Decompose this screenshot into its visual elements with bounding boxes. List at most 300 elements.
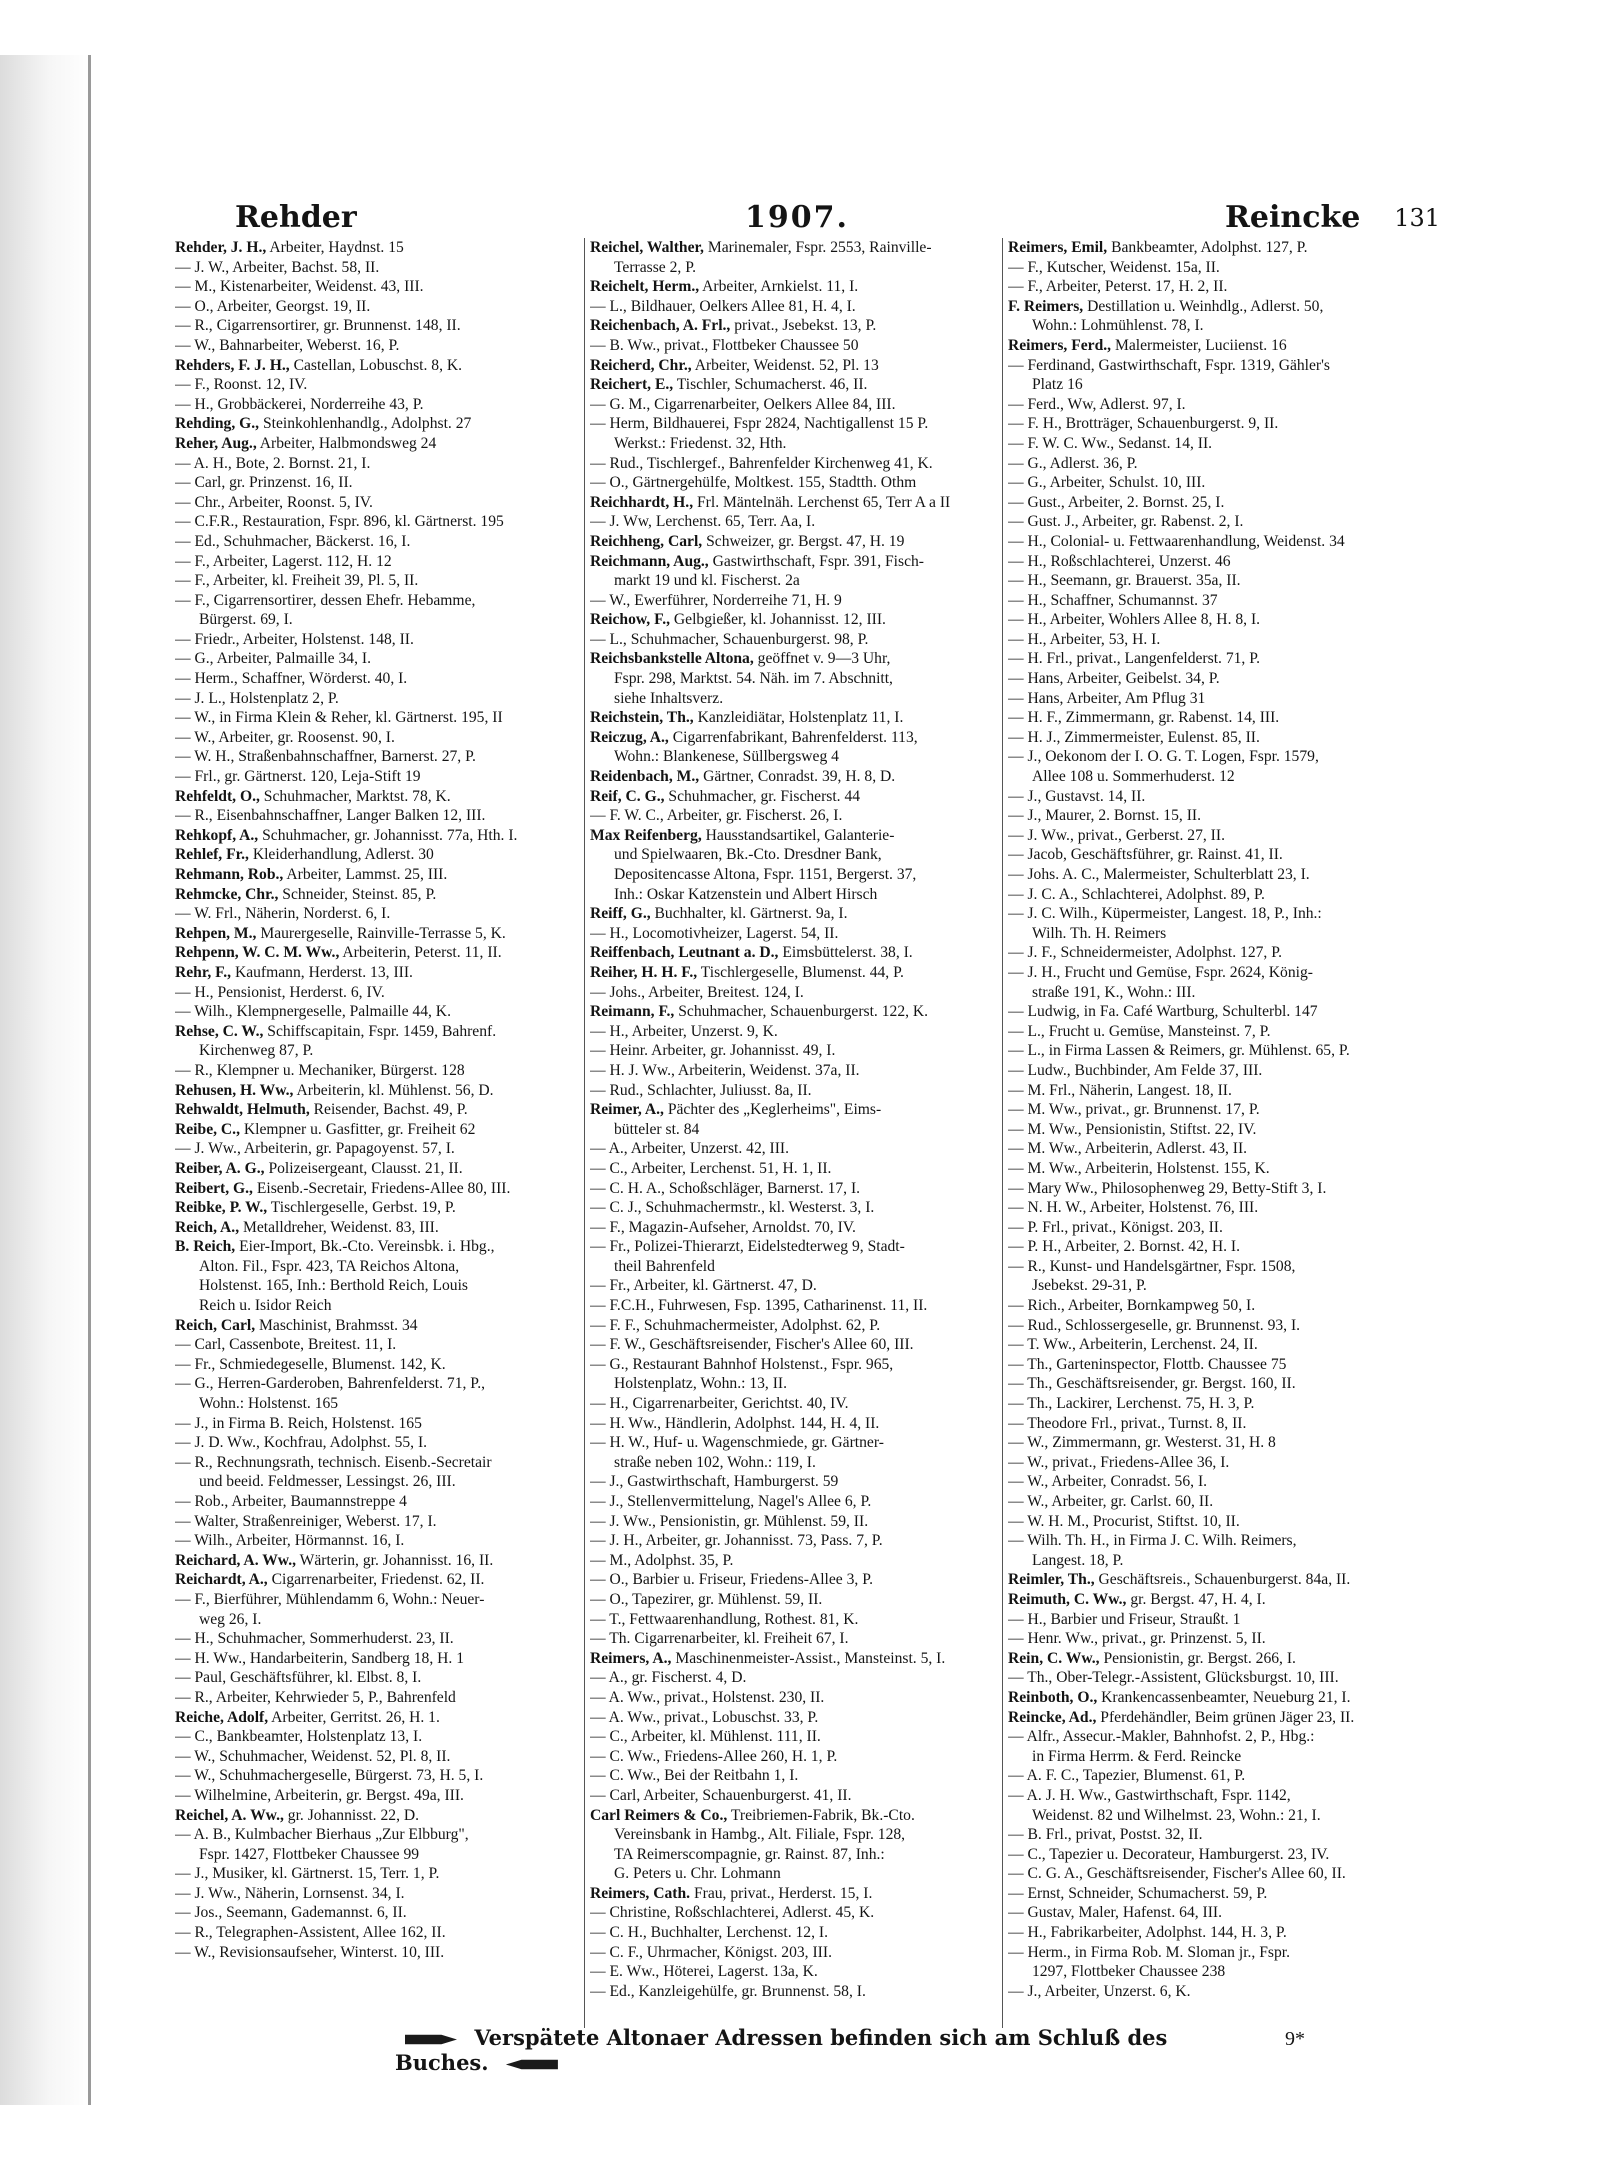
directory-entry [1008,1825,1413,1845]
entry-details: — J., in Firma B. Reich, Holstenst. 165 [175,1414,422,1432]
entry-details: Eimsbüttelerst. 38, I. [782,944,913,962]
pointing-hand-icon [405,2032,457,2048]
entry-details: Arbeiterin, kl. Mühlenst. 56, D. [296,1081,494,1099]
entry-details: — O., Tapezirer, gr. Mühlenst. 59, II. [590,1590,823,1608]
directory-entry [175,591,580,611]
entry-details: — J., Arbeiter, Unzerst. 6, K. [1008,1982,1191,2000]
entry-details: — L., Bildhauer, Oelkers Allee 81, H. 4, I. [590,297,856,315]
directory-entry [1008,356,1413,376]
directory-entry [175,493,580,513]
directory-entry [1008,454,1413,474]
directory-entry [175,375,580,395]
directory-entry [590,1335,995,1355]
entry-details: — H. F., Zimmermann, gr. Rabenst. 14, III. [1008,709,1280,727]
entry-details: theil Bahrenfeld [614,1257,715,1275]
directory-entry [1008,1492,1413,1512]
directory-entry [590,1120,995,1140]
directory-entry [1008,336,1413,356]
entry-details: — F. W., Geschäftsreisender, Fischer's Allee 60, III. [590,1336,914,1354]
entry-details: — J. W., Arbeiter, Bachst. 58, II. [175,258,380,276]
directory-entry [175,845,580,865]
entry-name: Reichenbach, A. Frl., [590,317,731,335]
directory-entry [175,669,580,689]
entry-name: Rein, C. Ww., [1008,1649,1100,1667]
entry-details: — J., Stellenvermittelung, Nagel's Allee 6, P. [590,1493,872,1510]
entry-details: — J. H., Frucht und Gemüse, Fspr. 2624, König- [1008,963,1313,981]
directory-entry [590,1002,995,1022]
directory-entry [175,1394,580,1414]
entry-details: — C. H. A., Schoßschläger, Barnerst. 17, I. [590,1179,861,1197]
entry-details: 1297, Flottbeker Chaussee 238 [1032,1963,1226,1981]
entry-name: Reichel, Walther, [590,239,704,256]
directory-entry [590,1492,995,1512]
entry-details: — Ferdinand, Gastwirthschaft, Fspr. 1319, Gähler's [1008,356,1331,374]
entry-name: Rehding, G., [175,415,260,433]
directory-entry [590,1512,995,1532]
entry-name: Rehse, C. W., [175,1022,264,1040]
entry-details: — A., Arbeiter, Unzerst. 42, III. [590,1140,790,1158]
directory-entry [590,1355,995,1375]
entry-name: Reiche, Adolf, [175,1708,269,1726]
directory-entry [590,689,995,709]
entry-details: — Alfr., Assecur.-Makler, Bahnhofst. 2, P., Hbg.: [1008,1728,1315,1746]
directory-entry [175,238,580,258]
directory-entry [175,1159,580,1179]
entry-details: — G., Restaurant Bahnhof Holstenst., Fspr. 965, [590,1355,894,1373]
entry-details: — G., Arbeiter, Schulst. 10, III. [1008,474,1206,492]
entry-details: — W. H. M., Procurist, Stiftst. 10, II. [1008,1512,1240,1530]
entry-details: — C., Bankbeamter, Holstenplatz 13, I. [175,1728,423,1746]
directory-entry [590,336,995,356]
entry-details: — Gustav, Maler, Hafenst. 64, III. [1008,1904,1223,1922]
entry-name: Rehmcke, Chr., [175,885,279,903]
directory-entry [1008,375,1413,395]
entry-details: Kirchenweg 87, P. [199,1042,314,1060]
entry-details: — H., Pensionist, Herderst. 6, IV. [175,983,385,1001]
entry-details: — Rich., Arbeiter, Bornkampweg 50, I. [1008,1297,1256,1315]
column-divider [1002,238,1003,2028]
entry-details: Wohn.: Lohmühlenst. 78, I. [1032,317,1204,335]
directory-entry [590,1845,995,1865]
directory-entry [1008,787,1413,807]
entry-name: Reichert, E., [590,376,674,394]
entry-details: — A. F. C., Tapezier, Blumenst. 61, P. [1008,1767,1246,1785]
directory-entry [175,532,580,552]
entry-details: — L., in Firma Lassen & Reimers, gr. Mühlenst. 65, P. [1008,1042,1350,1060]
entry-details: — F., Cigarrensortirer, dessen Ehefr. Hebamme, [175,591,476,609]
entry-name: Max Reifenberg, [590,826,702,844]
entry-details: — F., Arbeiter, kl. Freiheit 39, Pl. 5, II. [175,572,419,590]
directory-entry [1008,1629,1413,1649]
entry-details: Gelbgießer, kl. Johannisst. 12, III. [673,611,886,629]
directory-entry [1008,297,1413,317]
entry-name: Reiher, H. H. F., [590,963,698,981]
entry-details: — Th., Ober-Telegr.-Assistent, Glücksburgst. 10, III. [1008,1669,1339,1687]
directory-entry [1008,1903,1413,1923]
entry-name: Reinboth, O., [1008,1688,1098,1706]
directory-entry [175,1688,580,1708]
directory-entry [590,1237,995,1257]
directory-entry [1008,1022,1413,1042]
directory-entry [175,454,580,474]
directory-entry [175,1276,580,1296]
directory-entry [1008,708,1413,728]
directory-entry [1008,1198,1413,1218]
directory-entry [590,1374,995,1394]
directory-entry [1008,532,1413,552]
entry-details: — A. Ww., privat., Lobuschst. 33, P. [590,1708,819,1726]
entry-details: — C. Ww., Bei der Reitbahn 1, I. [590,1767,799,1785]
entry-details: — C. G. A., Geschäftsreisender, Fischer's Allee 60, II. [1008,1865,1346,1883]
entry-details: — C. J., Schuhmachermstr., kl. Westerst. 3, I. [590,1199,875,1217]
entry-details: — Rud., Tischlergef., Bahrenfelder Kirchenweg 41, K. [590,454,933,472]
entry-name: Rehder, J. H., [175,239,267,256]
entry-details: — M. Ww., privat., gr. Brunnenst. 17, P. [1008,1101,1260,1119]
entry-details: — J. Ww., privat., Gerberst. 27, II. [1008,826,1225,844]
entry-details: Marinemaler, Fspr. 2553, Rainville- [707,239,932,256]
directory-entry [1008,1433,1413,1453]
directory-entry [175,1708,580,1728]
entry-name: Reichow, F., [590,611,670,629]
entry-details: — Friedr., Arbeiter, Holstenst. 148, II. [175,630,414,648]
entry-details: Jsebekst. 29-31, P. [1032,1277,1147,1295]
directory-entry [175,1139,580,1159]
directory-entry [590,1159,995,1179]
entry-name: Reichsbankstelle Altona, [590,650,754,668]
entry-details: straße neben 102, Wohn.: 119, I. [614,1453,816,1471]
directory-entry [1008,277,1413,297]
directory-entry [590,473,995,493]
directory-entry [175,767,580,787]
entry-details: — Th., Geschäftsreisender, gr. Bergst. 160, II. [1008,1375,1296,1393]
directory-entry [175,1257,580,1277]
directory-entry [590,963,995,983]
entry-details: — C., Arbeiter, Lerchenst. 51, H. 1, II. [590,1159,832,1177]
directory-entry [175,356,580,376]
entry-details: Frau, privat., Herderst. 15, I. [693,1884,873,1902]
entry-details: weg 26, I. [199,1610,262,1628]
directory-entry [175,1943,580,1963]
directory-entry [175,708,580,728]
entry-details: — M. Ww., Arbeiterin, Holstenst. 155, K. [1008,1159,1270,1177]
directory-entry [590,1061,995,1081]
directory-entry [590,356,995,376]
directory-entry [175,1374,580,1394]
entry-details: Kaufmann, Herderst. 13, III. [234,963,413,981]
entry-name: Rehfeldt, O., [175,787,260,805]
directory-entry [1008,1982,1413,2002]
entry-details: — Theodore Frl., privat., Turnst. 8, II. [1008,1414,1247,1432]
directory-entry [590,787,995,807]
directory-entry [175,1668,580,1688]
entry-details: — Herm, Bildhauerei, Fspr 2824, Nachtigallenst 15 P. [590,415,929,433]
entry-details: — W., Arbeiter, Conradst. 56, I. [1008,1473,1208,1491]
directory-entry [590,1276,995,1296]
entry-details: — J. Ww., Arbeiterin, gr. Papagoyenst. 57, I. [175,1140,455,1158]
directory-entry [1008,1512,1413,1532]
directory-entry [175,610,580,630]
directory-entry [175,258,580,278]
entry-details: — M. Ww., Pensionistin, Stiftst. 22, IV. [1008,1120,1257,1138]
entry-details: Schiffscapitain, Fspr. 1459, Bahrenf. [267,1022,497,1040]
entry-details: — Fr., Polizei-Thierarzt, Eidelstedterweg 9, Stadt- [590,1238,905,1256]
entry-details: — H. J., Zimmermeister, Eulenst. 85, II. [1008,728,1260,746]
entry-name: Reichelt, Herm., [590,278,700,296]
entry-name: Reichhardt, H., [590,493,694,511]
directory-entry [590,1590,995,1610]
entry-name: Rehpenn, W. C. M. Ww., [175,944,340,962]
directory-entry [175,1649,580,1669]
directory-entry [175,1041,580,1061]
directory-entry [175,1766,580,1786]
entry-details: — Christine, Roßschlachterei, Adlerst. 45, K. [590,1904,875,1922]
directory-entry [590,943,995,963]
entry-name: Reincke, Ad., [1008,1708,1097,1726]
directory-entry [175,1316,580,1336]
column-divider [584,238,585,2028]
entry-details: in Firma Herrm. & Ferd. Reincke [1032,1747,1242,1765]
entry-details: gr. Bergst. 47, H. 4, I. [1130,1590,1266,1608]
entry-details: Platz 16 [1032,376,1083,394]
directory-column-1 [175,238,580,1962]
directory-entry [590,1316,995,1336]
directory-entry [175,826,580,846]
entry-details: — Rud., Schlossergeselle, gr. Brunnenst. 93, I. [1008,1316,1301,1334]
entry-details: — J. H., Arbeiter, gr. Johannisst. 73, Pass. 7, P. [590,1532,883,1550]
entry-details: — Rob., Arbeiter, Baumannstreppe 4 [175,1493,407,1510]
directory-entry [175,434,580,454]
directory-entry [175,1355,580,1375]
entry-details: — Carl, gr. Prinzenst. 16, II. [175,474,353,492]
directory-entry [590,1982,995,2002]
facing-page-edge [0,55,90,2105]
entry-name: Reimer, A., [590,1101,664,1119]
entry-details: — A. B., Kulmbacher Bierhaus „Zur Elbburg", [175,1826,469,1844]
entry-details: — W. Frl., Näherin, Norderst. 6, I. [175,905,391,923]
directory-entry [175,1335,580,1355]
entry-details: — W. H., Straßenbahnschaffner, Barnerst. 27, P. [175,748,476,766]
entry-name: Reicherd, Chr., [590,356,692,374]
directory-entry [590,983,995,1003]
entry-details: — Wilh. Th. H., in Firma J. C. Wilh. Reimers, [1008,1532,1297,1550]
directory-entry [590,826,995,846]
directory-entry [590,610,995,630]
entry-details: — W., privat., Friedens-Allee 36, I. [1008,1453,1230,1471]
directory-entry [590,747,995,767]
entry-details: — J., Musiker, kl. Gärtnerst. 15, Terr. 1, P. [175,1865,440,1883]
directory-entry [590,552,995,572]
directory-entry [175,1492,580,1512]
entry-details: geöffnet v. 9—3 Uhr, [757,650,891,668]
directory-entry [1008,1727,1413,1747]
directory-entry [590,1551,995,1571]
entry-details: Fspr. 298, Marktst. 54. Näh. im 7. Abschnitt, [614,670,893,688]
entry-details: — Th., Lackirer, Lerchenst. 75, H. 3, P. [1008,1395,1255,1413]
directory-entry [1008,316,1413,336]
entry-details: und beeid. Feldmesser, Lessingst. 26, III. [199,1473,456,1491]
entry-name: Reher, Aug., [175,434,257,452]
directory-entry [175,1296,580,1316]
entry-details: Klempner u. Gasfitter, gr. Freiheit 62 [243,1120,476,1138]
entry-name: Reichstein, Th., [590,709,694,727]
entry-details: — L., Frucht u. Gemüse, Mansteinst. 7, P. [1008,1022,1271,1040]
directory-entry [1008,1296,1413,1316]
entry-details: — Wilhelmine, Arbeiterin, gr. Bergst. 49a, III. [175,1786,464,1804]
entry-details: — Chr., Arbeiter, Roonst. 5, IV. [175,493,373,511]
entry-details: — A. H., Bote, 2. Bornst. 21, I. [175,454,371,472]
entry-details: — R., Arbeiter, Kehrwieder 5, P., Bahrenfeld [175,1688,456,1706]
entry-details: Cigarrenarbeiter, Friedenst. 62, II. [271,1571,485,1589]
directory-entry [175,1727,580,1747]
directory-entry [590,434,995,454]
directory-entry [1008,865,1413,885]
directory-entry [590,1884,995,1904]
entry-details: — R., Cigarrensortirer, gr. Brunnenst. 148, II. [175,317,461,335]
directory-entry [1008,1590,1413,1610]
directory-entry [590,1727,995,1747]
directory-entry [590,297,995,317]
entry-details: Arbeiter, Arnkielst. 11, I. [702,278,859,296]
directory-entry [175,747,580,767]
entry-details: Metalldreher, Weidenst. 83, III. [243,1218,439,1236]
entry-details: bütteler st. 84 [614,1120,700,1138]
directory-entry [590,669,995,689]
entry-details: Werkst.: Friedenst. 32, Hth. [614,434,787,452]
header-year: 1907. [745,200,849,235]
entry-details: — J., Gastwirthschaft, Hamburgerst. 59 [590,1473,839,1491]
entry-details: Holstenst. 165, Inh.: Berthold Reich, Louis [199,1277,468,1295]
directory-entry [175,1100,580,1120]
directory-entry [175,865,580,885]
entry-details: Wohn.: Blankenese, Süllbergsweg 4 [614,748,839,766]
entry-details: Kleiderhandlung, Adlerst. 30 [252,846,434,864]
entry-details: straße 191, K., Wohn.: III. [1032,983,1196,1001]
directory-entry [1008,1414,1413,1434]
directory-entry [590,591,995,611]
entry-details: — L., Schuhmacher, Schauenburgerst. 98, P. [590,630,869,648]
directory-entry [1008,1923,1413,1943]
directory-entry [1008,1806,1413,1826]
directory-entry [1008,493,1413,513]
directory-entry [1008,845,1413,865]
directory-entry [590,728,995,748]
entry-name: Reiff, G., [590,905,651,923]
directory-entry [1008,414,1413,434]
directory-entry [175,1806,580,1826]
directory-entry [1008,512,1413,532]
directory-entry [590,767,995,787]
directory-entry [1008,1394,1413,1414]
directory-entry [1008,904,1413,924]
directory-entry [590,1688,995,1708]
directory-entry [590,532,995,552]
entry-details: — P. H., Arbeiter, 2. Bornst. 42, H. I. [1008,1238,1240,1256]
directory-entry [175,1747,580,1767]
directory-entry [590,1825,995,1845]
entry-details: — H., Barbier und Friseur, Straußt. 1 [1008,1610,1241,1628]
entry-details: — Herm., Schaffner, Wörderst. 40, I. [175,670,408,688]
entry-details: Arbeiter, Halbmondsweg 24 [259,434,437,452]
directory-entry [590,395,995,415]
directory-entry [590,1668,995,1688]
directory-entry [1008,924,1413,944]
directory-entry [1008,1179,1413,1199]
entry-name: Reichard, A. Ww., [175,1551,297,1569]
entry-details: — Fr., Arbeiter, kl. Gärtnerst. 47, D. [590,1277,817,1295]
directory-entry [1008,395,1413,415]
directory-entry [1008,1159,1413,1179]
entry-details: Reich u. Isidor Reich [199,1297,332,1315]
entry-details: Maschinenmeister-Assist., Mansteinst. 5, I. [675,1649,946,1667]
directory-entry [1008,434,1413,454]
footer-note-text: Verspätete Altonaer Adressen befinden sich am Schluß des Buches. [395,2025,1168,2075]
directory-entry [590,277,995,297]
directory-entry [175,1081,580,1101]
directory-entry [590,493,995,513]
directory-entry [1008,1864,1413,1884]
directory-entry [590,1081,995,1101]
directory-entry [1008,1688,1413,1708]
directory-entry [590,454,995,474]
directory-entry [175,689,580,709]
directory-entry [590,1100,995,1120]
entry-details: — W., Zimmermann, gr. Westerst. 31, H. 8 [1008,1434,1276,1452]
directory-entry [590,649,995,669]
entry-details: — R., Eisenbahnschaffner, Langer Balken 12, III. [175,807,486,825]
directory-entry [1008,1453,1413,1473]
directory-entry [1008,1943,1413,1963]
entry-details: Terrasse 2, P. [614,258,697,276]
directory-entry [590,1610,995,1630]
directory-entry [175,1512,580,1532]
directory-entry [175,1845,580,1865]
directory-entry [590,571,995,591]
entry-details: — C., Tapezier u. Decorateur, Hamburgerst. 23, IV. [1008,1845,1330,1863]
entry-details: — Carl, Arbeiter, Schauenburgerst. 41, II. [590,1786,852,1804]
entry-details: Arbeiter, Gerritst. 26, H. 1. [271,1708,440,1726]
entry-details: — Ed., Kanzleigehülfe, gr. Brunnenst. 58, I. [590,1982,866,2000]
entry-name: Reimers, Emil, [1008,239,1108,256]
entry-details: Wilh. Th. H. Reimers [1032,924,1167,942]
directory-entry [590,258,995,278]
directory-entry [1008,630,1413,650]
entry-details: — R., Kunst- und Handelsgärtner, Fspr. 1508, [1008,1257,1296,1275]
directory-entry [1008,983,1413,1003]
directory-entry [1008,669,1413,689]
entry-details: — F. H., Brotträger, Schauenburgerst. 9, II. [1008,415,1279,433]
entry-details: — Jacob, Geschäftsführer, gr. Rainst. 41, II. [1008,846,1283,864]
entry-name: B. Reich, [175,1238,236,1256]
directory-entry [1008,1316,1413,1336]
entry-details: — B. Ww., privat., Flottbeker Chaussee 50 [590,336,859,354]
directory-entry [175,1923,580,1943]
directory-entry [590,1041,995,1061]
entry-name: Reimers, Ferd., [1008,336,1112,354]
entry-details: — W., Schuhmachergeselle, Bürgerst. 73, H. 5, I. [175,1767,484,1785]
directory-entry [175,943,580,963]
entry-details: — W., Bahnarbeiter, Weberst. 16, P. [175,336,400,354]
directory-entry [175,1198,580,1218]
entry-name: Reichel, A. Ww., [175,1806,284,1824]
directory-entry [1008,1041,1413,1061]
entry-details: — R., Telegraphen-Assistent, Allee 162, II. [175,1924,446,1942]
entry-details: — Frl., gr. Gärtnerst. 120, Leja-Stift 19 [175,768,421,786]
entry-details: — Ernst, Schneider, Schumacherst. 59, P. [1008,1884,1268,1902]
entry-details: — C. F., Uhrmacher, Königst. 203, III. [590,1943,832,1961]
directory-entry [175,1570,580,1590]
entry-name: Reibe, C., [175,1120,240,1138]
entry-details: — F., Arbeiter, Peterst. 17, H. 2, II. [1008,278,1228,296]
